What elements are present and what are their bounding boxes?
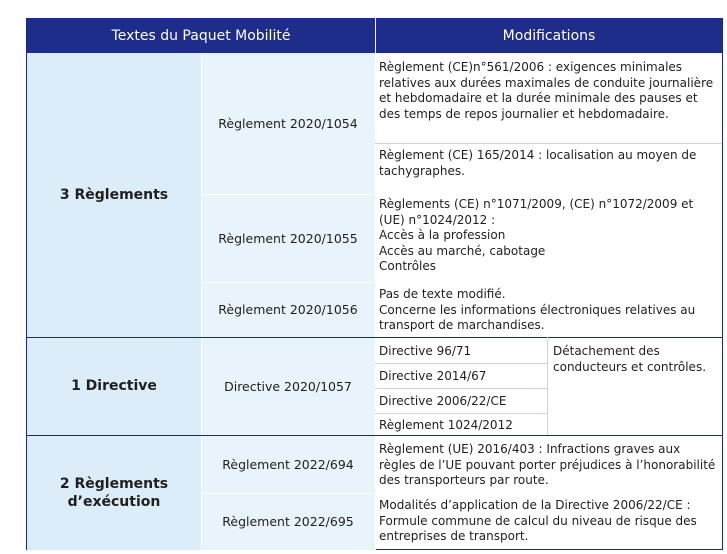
divider xyxy=(201,53,202,550)
directive-note: Détachement des conducteurs et contrôles. xyxy=(549,342,722,402)
modification-text: Pas de texte modifié. Concerne les informations électroniques relatives au transport de marchandises. xyxy=(375,285,722,335)
regulation-2020-1055: Règlement 2020/1055 xyxy=(201,194,375,282)
mobility-package-table xyxy=(26,18,723,550)
regulation-2020-1054: Règlement 2020/1054 xyxy=(201,53,375,194)
header-col-texts: Textes du Paquet Mobilité xyxy=(27,18,375,53)
divider xyxy=(27,435,722,436)
divider xyxy=(201,493,722,494)
divider xyxy=(201,282,722,283)
divider xyxy=(375,143,722,144)
section-label-directive: 1 Directive xyxy=(27,337,201,435)
section-label-execution: 2 Règlements d’exécution xyxy=(27,435,201,550)
regulation-2020-1056: Règlement 2020/1056 xyxy=(201,282,375,337)
divider xyxy=(375,388,547,389)
directive-item: Directive 2014/67 xyxy=(375,367,547,387)
divider xyxy=(375,413,547,414)
header-col-modifications: Modifications xyxy=(375,18,722,53)
modification-text: Règlements (CE) n°1071/2009, (CE) n°1072/2009 et (UE) n°1024/2012 : Accès à la profession Accès au marché, cabotage Contrôles xyxy=(375,195,722,279)
divider xyxy=(27,337,722,338)
divider xyxy=(201,194,722,195)
divider xyxy=(375,53,376,550)
regulation-2020-1057: Directive 2020/1057 xyxy=(201,337,375,435)
regulation-2022-695: Règlement 2022/695 xyxy=(201,493,375,550)
modification-text: Règlement (UE) 2016/403 : Infractions graves aux règles de l’UE pouvant porter préjudices à l’honorabilité des transporteurs par route. xyxy=(375,440,722,490)
modification-text: Modalités d’application de la Directive 2006/22/CE : Formule commune de calcul du niveau de risque des entreprises de transport. xyxy=(375,496,722,548)
directive-item: Directive 96/71 xyxy=(375,342,547,362)
modification-text: Règlement (CE) 165/2014 : localisation au moyen de tachygraphes. xyxy=(375,146,722,190)
divider xyxy=(547,337,548,435)
modification-text: Règlement (CE)n°561/2006 : exigences minimales relatives aux durées maximales de conduite journalière et hebdomadaire et la durée minimale des pauses et des temps de repos journalier et hebdomadaire. xyxy=(375,58,722,142)
directive-item: Règlement 1024/2012 xyxy=(375,416,547,435)
regulation-2022-694: Règlement 2022/694 xyxy=(201,435,375,493)
divider xyxy=(375,363,547,364)
section-label-reglements: 3 Règlements xyxy=(27,53,201,337)
directive-item: Directive 2006/22/CE xyxy=(375,392,547,412)
